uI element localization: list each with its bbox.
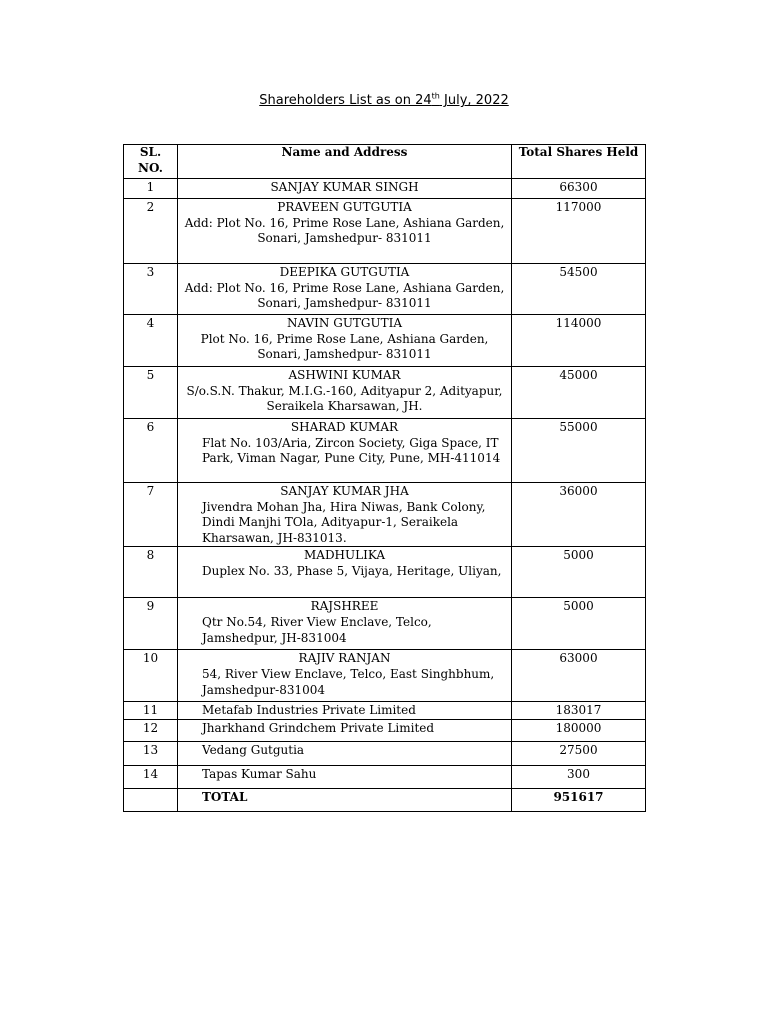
shares-cell: 180000	[512, 720, 646, 742]
shareholder-name: ASHWINI KUMAR	[288, 368, 401, 382]
table-row	[124, 742, 646, 766]
shareholder-address: Add: Plot No. 16, Prime Rose Lane, Ashiana Garden, Sonari, Jamshedpur- 831011	[184, 280, 505, 311]
name-address-cell	[178, 547, 512, 598]
sl-cell: 8	[124, 547, 178, 598]
sl-cell: 14	[124, 766, 178, 789]
shares-cell: 5000	[512, 598, 646, 650]
shareholder-address: 54, River View Enclave, Telco, East Singhbhum, Jamshedpur-831004	[202, 666, 495, 697]
sl-cell: 11	[124, 702, 178, 720]
shareholders-table	[123, 144, 646, 812]
sl-cell: 1	[124, 179, 178, 199]
page-title	[0, 92, 768, 108]
name-address-cell	[178, 419, 512, 483]
shares-cell: 55000	[512, 419, 646, 483]
name-address-cell	[178, 766, 512, 789]
name-address-cell	[178, 199, 512, 264]
shares-cell: 45000	[512, 367, 646, 419]
header-sl: SL. NO.	[124, 145, 178, 179]
table-row	[124, 483, 646, 547]
shares-cell: 63000	[512, 650, 646, 702]
header-shares: Total Shares Held	[512, 145, 646, 179]
shareholder-name: SANJAY KUMAR JHA	[280, 484, 409, 498]
title-suffix: July, 2022	[439, 93, 509, 109]
sl-cell: 5	[124, 367, 178, 419]
shareholder-address: Qtr No.54, River View Enclave, Telco, Jamshedpur, JH-831004	[202, 614, 432, 645]
name-address-cell	[178, 598, 512, 650]
shareholder-name: Metafab Industries Private Limited	[202, 703, 416, 718]
sl-cell: 10	[124, 650, 178, 702]
sl-cell: 6	[124, 419, 178, 483]
shareholder-name: Vedang Gutgutia	[202, 743, 305, 758]
shares-cell: 5000	[512, 547, 646, 598]
shareholder-name: RAJIV RANJAN	[298, 651, 391, 666]
table-row	[124, 720, 646, 742]
sl-cell: 7	[124, 483, 178, 547]
title-prefix: Shareholders List as on 24	[259, 93, 432, 109]
shareholder-address: Add: Plot No. 16, Prime Rose Lane, Ashiana Garden, Sonari, Jamshedpur- 831011	[184, 215, 505, 246]
shares-cell: 117000	[512, 199, 646, 264]
table-row	[124, 598, 646, 650]
name-address-cell	[178, 742, 512, 766]
title-superscript: th	[431, 92, 440, 101]
name-address-cell	[178, 367, 512, 419]
table-row	[124, 315, 646, 367]
sl-cell: 13	[124, 742, 178, 766]
name-address-cell	[178, 264, 512, 315]
total-label: TOTAL	[178, 789, 512, 812]
shareholder-name: MADHULIKA	[303, 548, 385, 563]
shareholder-name: PRAVEEN GUTGUTIA	[277, 200, 412, 214]
shares-cell: 54500	[512, 264, 646, 315]
shares-cell: 183017	[512, 702, 646, 720]
name-address-cell	[178, 650, 512, 702]
sl-cell: 4	[124, 315, 178, 367]
table-header-row	[124, 145, 646, 179]
header-name: Name and Address	[178, 145, 512, 179]
table-row	[124, 199, 646, 264]
shareholder-name: SHARAD KUMAR	[290, 420, 399, 434]
shareholder-address: Flat No. 103/Aria, Zircon Society, Giga Space, IT Park, Viman Nagar, Pune City, Pune, MH-411014	[202, 435, 501, 466]
table-row	[124, 766, 646, 789]
table-row	[124, 367, 646, 419]
shares-cell: 300	[512, 766, 646, 789]
total-row	[124, 789, 646, 812]
shareholder-name: NAVIN GUTGUTIA	[286, 316, 403, 330]
shareholder-address: Jivendra Mohan Jha, Hira Niwas, Bank Colony, Dindi Manjhi TOla, Adityapur-1, Seraikela Kharsawan, JH-831013.	[202, 499, 486, 545]
shareholder-name: DEEPIKA GUTGUTIA	[279, 265, 410, 279]
sl-cell: 3	[124, 264, 178, 315]
shareholder-address: S/o.S.N. Thakur, M.I.G.-160, Adityapur 2, Adityapur, Seraikela Kharsawan, JH.	[186, 383, 503, 414]
name-address-cell	[178, 720, 512, 742]
sl-cell: 2	[124, 199, 178, 264]
shares-cell: 27500	[512, 742, 646, 766]
sl-cell: 9	[124, 598, 178, 650]
sl-cell: 12	[124, 720, 178, 742]
total-sl-cell	[124, 789, 178, 812]
shares-cell: 66300	[512, 179, 646, 199]
shareholder-address: Duplex No. 33, Phase 5, Vijaya, Heritage, Uliyan,	[202, 563, 502, 578]
table-row	[124, 702, 646, 720]
name-address-cell	[178, 702, 512, 720]
shareholder-name: Tapas Kumar Sahu	[202, 767, 317, 782]
shares-cell: 36000	[512, 483, 646, 547]
table-row	[124, 650, 646, 702]
shareholder-name: RAJSHREE	[310, 599, 379, 614]
name-address-cell	[178, 179, 512, 199]
shareholder-name: SANJAY KUMAR SINGH	[270, 180, 419, 194]
table-row	[124, 547, 646, 598]
shareholder-address: Plot No. 16, Prime Rose Lane, Ashiana Garden, Sonari, Jamshedpur- 831011	[200, 331, 489, 362]
name-address-cell	[178, 315, 512, 367]
table-row	[124, 264, 646, 315]
shares-cell: 114000	[512, 315, 646, 367]
total-value: 951617	[512, 789, 646, 812]
table-row	[124, 419, 646, 483]
name-address-cell	[178, 483, 512, 547]
shareholder-name: Jharkhand Grindchem Private Limited	[202, 721, 435, 736]
table-row	[124, 179, 646, 199]
